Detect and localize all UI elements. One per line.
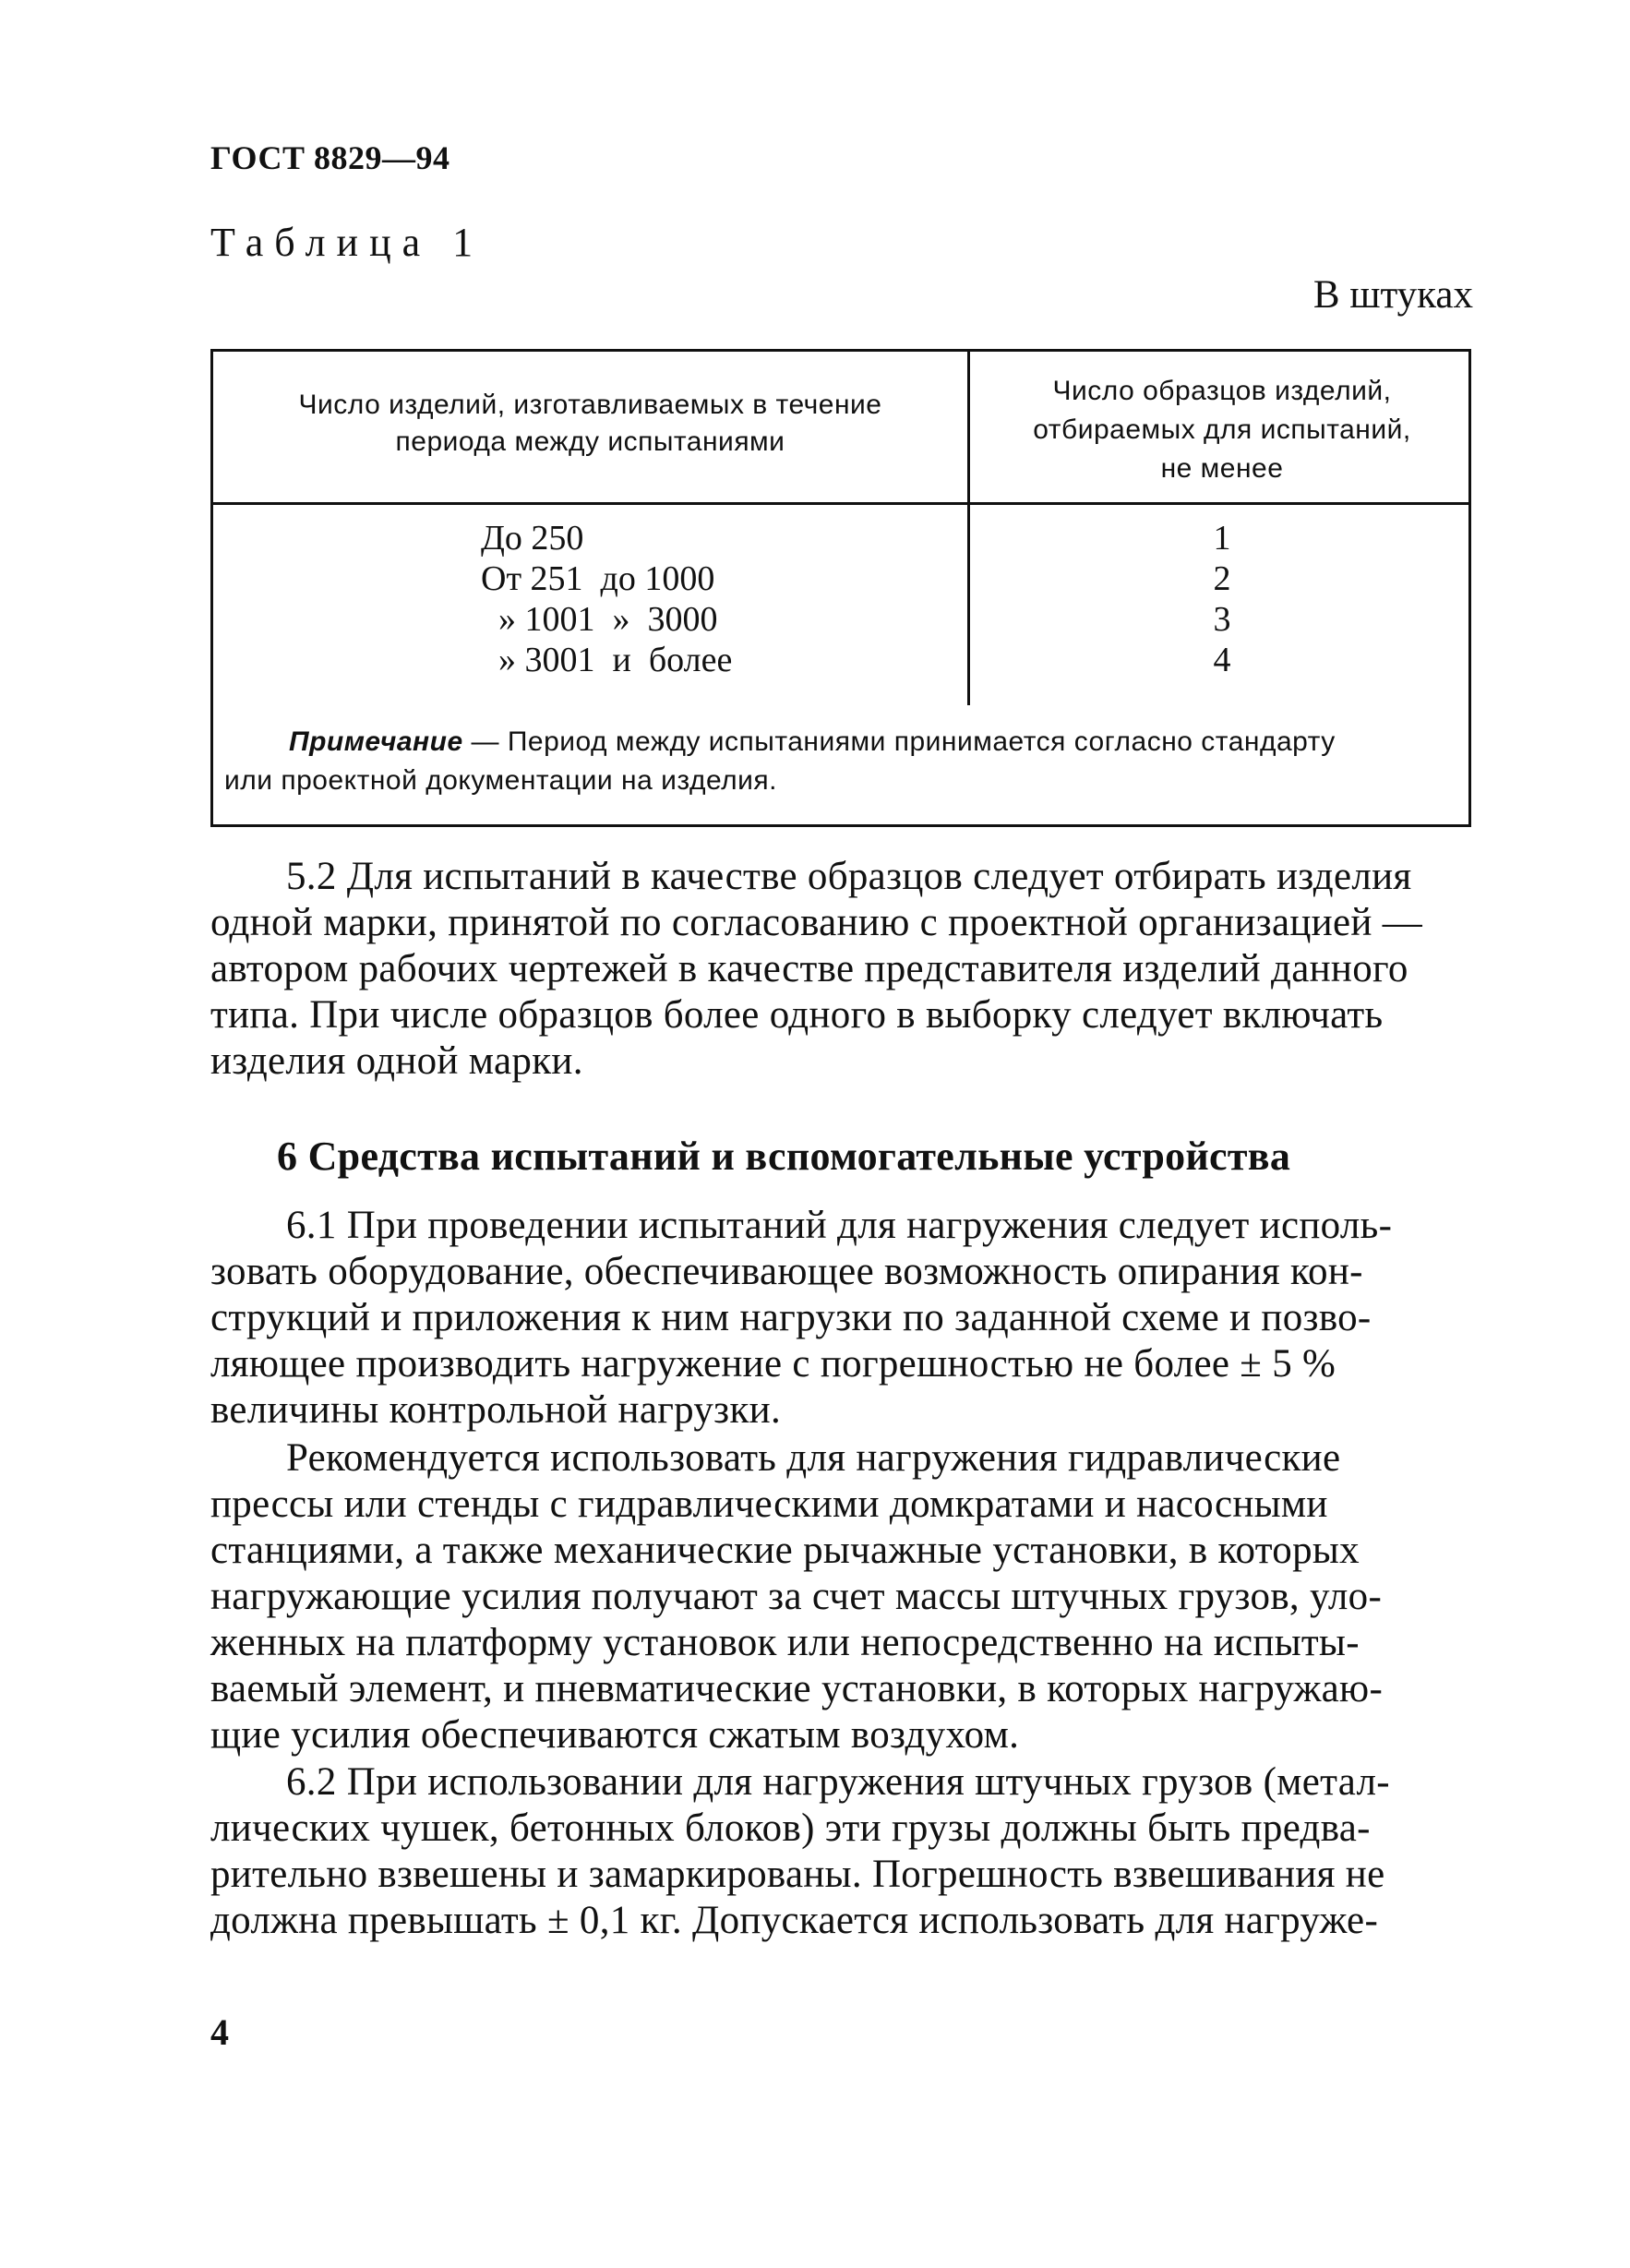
table-note <box>224 723 1457 800</box>
table-units: В штуках <box>1312 273 1473 317</box>
table-cell-count: 4 <box>1213 641 1231 679</box>
note-text-1: — Период между испытаниями принимается согласно стандарту <box>462 726 1336 757</box>
note-text-2: или проектной документации на изделия. <box>224 765 777 796</box>
paragraph-6-1: 6.1 При проведении испытаний для нагружения следует исполь- зовать оборудование, обеспечивающее возможность опирания кон- струкций и приложения к ним нагрузки по заданной схеме и позво- ляющее производить нагружение с погрешностью не более ± 5 % величины контрольной нагрузки. <box>210 1204 1393 1432</box>
column-header-samples: Число образцов изделий, отбираемых для испытаний, не менее <box>1033 376 1411 484</box>
paragraph-6-1-recommendation: Рекомендуется использовать для нагружения гидравлические прессы или стенды с гидравлическими домкратами и насосными станциями, а также механические рычажные установки, в которых нагружающие усилия получают за счет массы штучных грузов, уло- женных на платформу установок или непосредственно на испыты- ваемый элемент, и пневматические установки, в которых нагружаю- щие усилия обеспечиваются сжатым воздухом. <box>210 1436 1384 1757</box>
note-label: Примечание <box>289 726 463 757</box>
range-column <box>481 518 732 680</box>
table-cell-count: 2 <box>1213 559 1231 598</box>
table-cell-range: До 250 <box>481 519 584 558</box>
column-header-quantity: Число изделий, изготавливаемых в течение периода между испытаниями <box>298 390 882 457</box>
section-6-heading: 6 Средства испытаний и вспомогательные устройства <box>277 1134 1291 1179</box>
table-cell-count: 1 <box>1213 519 1231 558</box>
table-cell-count: 3 <box>1213 600 1231 639</box>
header-divider <box>213 502 1468 505</box>
table-cell-range: От 251 до 1000 <box>481 559 715 598</box>
paragraph-6-2: 6.2 При использовании для нагружения штучных грузов (метал- лических чушек, бетонных блоков) эти грузы должны быть предва- рительно взвешены и замаркированы. Погрешность взвешивания не должна превышать ± 0,1 кг. Допускается использовать для нагруже- <box>210 1760 1390 1942</box>
document-code: ГОСТ 8829—94 <box>210 139 450 176</box>
table-caption: Таблица 1 <box>210 220 485 265</box>
count-column <box>970 518 1474 680</box>
table-1 <box>210 349 1471 827</box>
page-number: 4 <box>210 2011 229 2053</box>
table-cell-range: » 3001 и более <box>481 641 733 679</box>
paragraph-5-2: 5.2 Для испытаний в качестве образцов следует отбирать изделия одной марки, принятой по согласованию с проектной организацией — автором рабочих чертежей в качестве представителя изделий данного типа. При числе образцов более одного в выборку следует включать изделия одной марки. <box>210 855 1422 1083</box>
table-cell-range: » 1001 » 3000 <box>481 600 718 639</box>
